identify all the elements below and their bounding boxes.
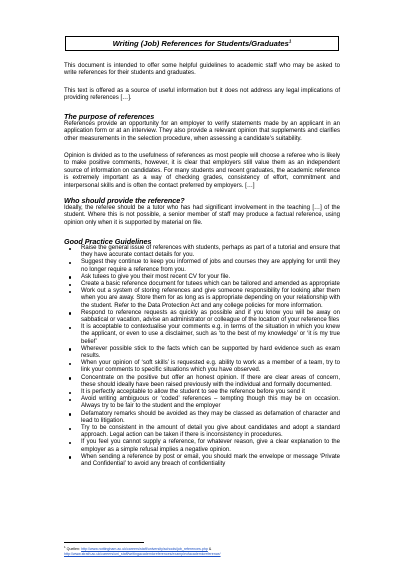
list-item: It is perfectly acceptable to allow the student to see the reference before you send it xyxy=(64,389,340,396)
title-box xyxy=(65,36,339,51)
list-item: Respond to reference requests as quickly as possible and if you know you will be away on sabbatical or vacation, advise an administrator or colleague of the location of your reference files xyxy=(64,310,340,324)
purpose-paragraph-1: References provide an opportunity for an employer to verify statements made by an applicant in an application form or at an interview. They also provide a relevant opinion that supplements and clarifies other measurements in the selection procedure, when assessing a candidate’s suitability. xyxy=(64,121,340,142)
list-item: Wherever possible stick to the facts which can be supported by hard evidence such as exam results. xyxy=(64,346,340,360)
footnote-separator xyxy=(64,542,144,543)
bullet-icon xyxy=(69,348,71,350)
footnote-link-1[interactable]: http://www.nottingham.ac.uk/careers/staff/university/schools/job_references.php xyxy=(81,547,208,552)
footnote-joiner: & xyxy=(208,547,212,552)
list-item: When sending a reference by post or email, you should mark the envelope or message ‘Private and Confidential’ to avoid any breach of confidentiality xyxy=(64,454,340,468)
bullet-icon xyxy=(69,284,71,286)
footnote-mark: 1 xyxy=(64,545,66,549)
list-item: Avoid writing ambiguous or ‘coded’ references – tempting though this may be on occasion. Always try to be fair to the student and the employer xyxy=(64,396,340,410)
bullet-icon xyxy=(69,413,71,415)
list-item: Ask tutees to give you their most recent CV for your file. xyxy=(64,274,340,281)
purpose-paragraph-2: Opinion is divided as to the usefulness of references as most people will choose a referee who is likely to make positive comments, however, it is clear that employers still value them as an independent source of information on candidates. For many students and recent graduates, the academic reference is extremely important as a way of checking grades, consistency of effort, commitment and interpersonal skills and is often the contact preferred by employers. […] xyxy=(64,153,340,189)
list-item: When your opinion of ‘soft skills’ is requested e.g. ability to work as a member of a team, try to link your comments to specific situations which you have observed. xyxy=(64,360,340,374)
bullet-icon xyxy=(69,291,71,293)
list-item: Suggest they continue to keep you informed of jobs and courses they are applying for until they no longer require a reference from you. xyxy=(64,259,340,273)
bullet-icon xyxy=(69,327,71,329)
who-paragraph-1: Ideally, the referee should be a tutor who has had significant involvement in the teaching […] of the student. Where this is not possible, a senior member of staff may produce a factual reference, using opinion only when it is supported by material on file. xyxy=(64,205,340,226)
footnote-prefix: Quellen: xyxy=(66,547,81,552)
list-item: Concentrate on the positive but offer an honest opinion. If there are clear areas of concern, these should ideally have been raised previously with the individual and formally documented. xyxy=(64,375,340,389)
bullet-icon xyxy=(69,312,71,314)
bullet-icon xyxy=(69,456,71,458)
footnote-link-2[interactable]: http://www.strath.ac.uk/careers/uni_staff/writingacademicreferences/exampleofacademicreference/ xyxy=(64,551,221,556)
section-heading-purpose: The purpose of references xyxy=(64,112,155,121)
bullet-icon xyxy=(69,399,71,401)
list-item: Raise the general issue of references with students, perhaps as part of a tutorial and ensure that they have accurate contact details for you. xyxy=(64,245,340,259)
footnote xyxy=(64,545,354,556)
list-item: Try to be consistent in the amount of detail you give about candidates and adopt a standard approach. Legal action can be taken if there is inconsistency in procedures. xyxy=(64,425,340,439)
section-heading-who: Who should provide the reference? xyxy=(64,196,185,205)
bullet-icon xyxy=(69,428,71,430)
bullet-icon xyxy=(69,363,71,365)
list-item: It is acceptable to contextualise your comments e.g. in terms of the situation in which you knew the applicant, or even to use a disclaimer, such as ‘to the best of my knowledge’ or ‘it is my true belief’ xyxy=(64,324,340,346)
list-item: Defamatory remarks should be avoided as they may be classed as defamation of character and lead to litigation. xyxy=(64,411,340,425)
list-item: Work out a system of storing references and give someone responsibility for looking after them when you are away. Store them for as long as is appropriate depending on your relationship with the student. Refer to the Data Protection Act and any college policies for more information. xyxy=(64,288,340,310)
bullet-icon xyxy=(69,262,71,264)
list-item: If you feel you cannot supply a reference, for whatever reason, give a clear explanation to the employer as a simple refusal implies a negative opinion. xyxy=(64,439,340,453)
list-item: Create a basic reference document for tutees which can be tailored and amended as appropriate xyxy=(64,281,340,288)
bullet-icon xyxy=(69,392,71,394)
title-footnote-mark: 1 xyxy=(288,38,292,44)
bullet-icon xyxy=(69,442,71,444)
bullet-icon xyxy=(69,276,71,278)
intro-paragraph-1: This document is intended to offer some helpful guidelines to academic staff who may be asked to write references for their students and graduates. xyxy=(64,63,340,77)
bullet-icon xyxy=(69,248,71,250)
document-title: Writing (Job) References for Students/Graduates$^1$ xyxy=(112,38,292,48)
bullet-icon xyxy=(69,377,71,379)
section-heading-good-practice: Good Practice Guidelines xyxy=(64,237,152,246)
intro-paragraph-2: This text is offered as a source of useful information but it does not address any legal implications of providing references […]. xyxy=(64,88,340,102)
good-practice-list xyxy=(64,245,340,468)
